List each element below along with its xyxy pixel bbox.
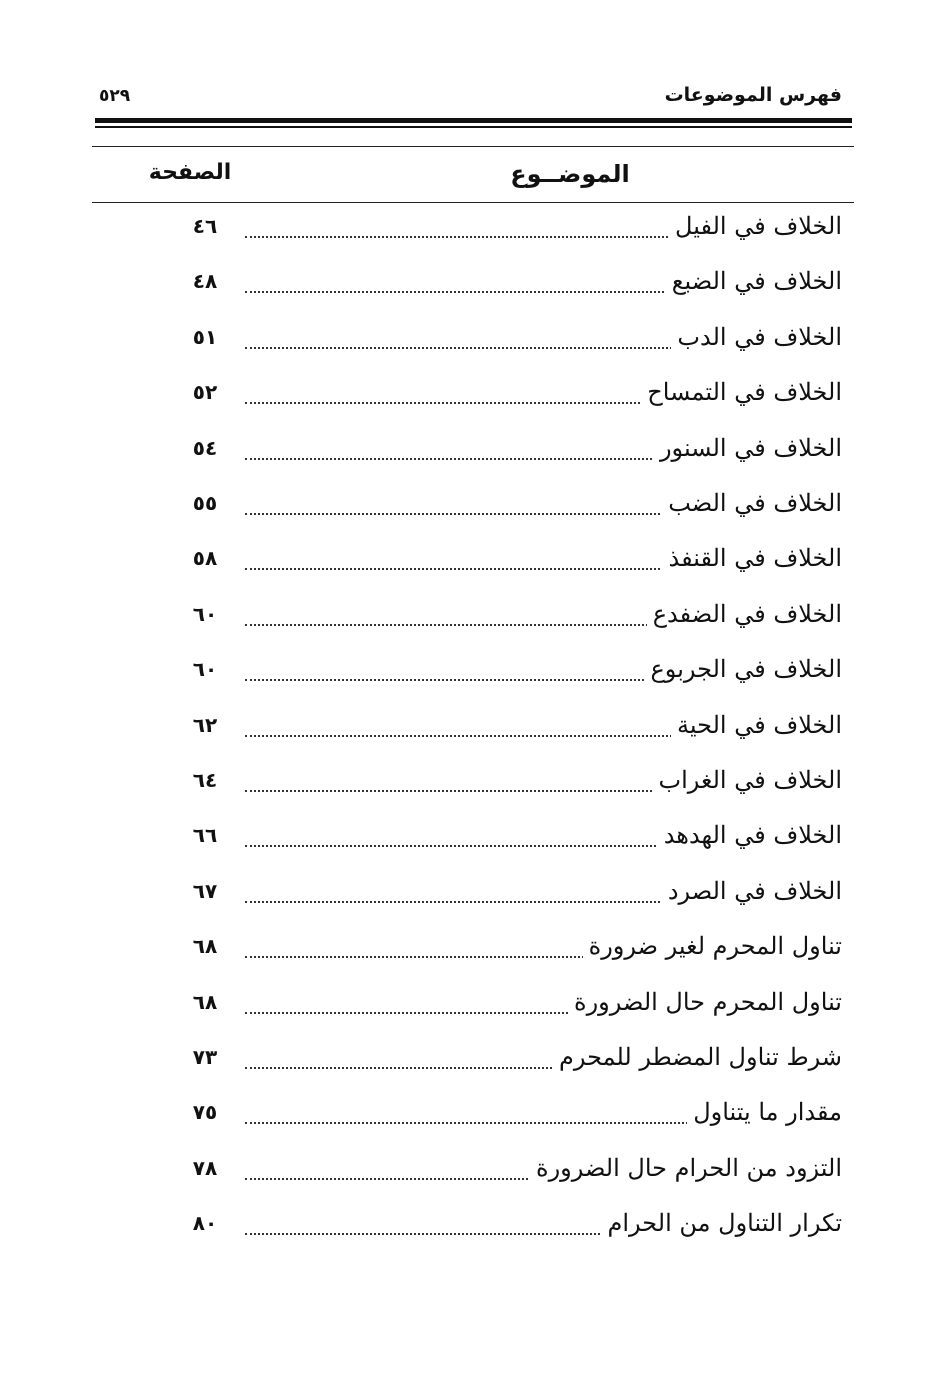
toc-entry — [0, 926, 935, 966]
entry-page-number: ٧٣ — [192, 1045, 218, 1069]
header-rule-thin — [95, 126, 852, 128]
entry-title: الخلاف في الضب — [662, 489, 842, 517]
entry-title: شرط تناول المضطر للمحرم — [553, 1043, 842, 1071]
entry-title: الخلاف في الصرد — [662, 877, 842, 905]
entry-page-number: ٦٨ — [192, 934, 218, 959]
entry-page-number: ٤٦ — [192, 214, 218, 238]
column-header-page: الصفحة — [148, 160, 232, 185]
page-header — [95, 82, 850, 118]
entry-page-number: ٥١ — [192, 324, 218, 349]
entry-page-number: ٦٧ — [192, 878, 218, 903]
entry-title: الخلاف في الحية — [671, 711, 842, 739]
entry-title: تكرار التناول من الحرام — [602, 1209, 843, 1237]
toc-entry — [0, 428, 935, 468]
toc-entry — [0, 206, 935, 246]
toc-entry — [0, 1148, 935, 1188]
toc-entry — [0, 1203, 935, 1243]
header-rule-thick — [95, 118, 852, 123]
entry-page-number: ٧٥ — [192, 1100, 218, 1125]
toc-entry — [0, 317, 935, 357]
entry-page-number: ٥٤ — [192, 435, 218, 460]
entry-title: الخلاف في الهدهد — [658, 821, 842, 849]
toc-entries — [0, 206, 935, 1266]
entry-page-number: ٧٨ — [192, 1155, 218, 1180]
column-header-topic: الموضــوع — [510, 160, 630, 188]
entry-title: الخلاف في الجربوع — [644, 655, 842, 683]
toc-entry — [0, 649, 935, 689]
entry-page-number: ٨٠ — [192, 1211, 218, 1236]
toc-entry — [0, 1037, 935, 1077]
entry-page-number: ٦٦ — [192, 823, 218, 848]
entry-title: تناول المحرم لغير ضرورة — [583, 932, 842, 960]
entry-title: الخلاف في الدب — [671, 323, 842, 351]
toc-entry — [0, 261, 935, 301]
toc-entry — [0, 871, 935, 911]
toc-entry — [0, 594, 935, 634]
entry-page-number: ٦٠ — [192, 601, 218, 626]
entry-title: الخلاف في التمساح — [641, 378, 842, 406]
entry-page-number: ٥٥ — [192, 491, 218, 515]
toc-entry — [0, 760, 935, 800]
toc-entry — [0, 1092, 935, 1132]
entry-title: التزود من الحرام حال الضرورة — [530, 1154, 842, 1182]
entry-title: الخلاف في الغراب — [653, 766, 842, 794]
toc-entry — [0, 372, 935, 412]
toc-entry — [0, 982, 935, 1022]
entry-page-number: ٦٢ — [192, 712, 218, 737]
entry-title: الخلاف في الضبع — [666, 267, 842, 295]
toc-entry — [0, 705, 935, 745]
entry-page-number: ٦٤ — [192, 768, 218, 792]
column-header-bottom-rule — [92, 202, 854, 203]
entry-title: مقدار ما يتناول — [687, 1098, 842, 1126]
entry-title: تناول المحرم حال الضرورة — [568, 988, 842, 1016]
entry-page-number: ٥٢ — [192, 380, 218, 405]
entry-title: الخلاف في الضفدع — [647, 600, 842, 628]
page-number: ٥٢٩ — [99, 86, 131, 106]
toc-entry — [0, 483, 935, 523]
entry-page-number: ٤٨ — [192, 269, 218, 294]
entry-page-number: ٦٠ — [192, 657, 218, 682]
entry-page-number: ٦٨ — [192, 989, 218, 1014]
toc-entry — [0, 815, 935, 855]
entry-page-number: ٥٨ — [192, 546, 218, 571]
entry-title: الخلاف في القنفذ — [662, 544, 842, 572]
column-header-top-rule — [92, 146, 854, 147]
running-title: فهرس الموضوعات — [664, 84, 842, 106]
entry-title: الخلاف في السنور — [654, 434, 842, 462]
entry-title: الخلاف في الفيل — [669, 212, 842, 240]
toc-entry — [0, 538, 935, 578]
